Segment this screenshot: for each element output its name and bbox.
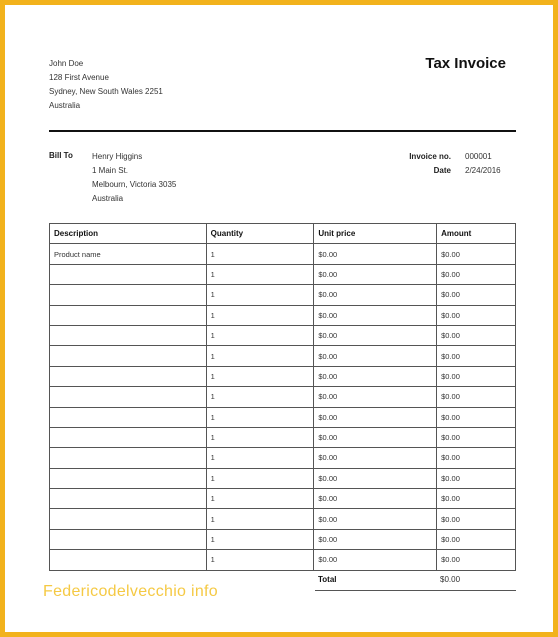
line-items-table — [49, 223, 516, 571]
cell-unit-price: $0.00 — [314, 346, 437, 366]
cell-unit-price: $0.00 — [314, 325, 437, 345]
invoice-number-value: 000001 — [465, 152, 492, 161]
sender-country: Australia — [49, 101, 81, 110]
column-header-amount: Amount — [437, 224, 516, 244]
cell-quantity: 1 — [206, 325, 314, 345]
cell-description — [50, 366, 207, 386]
column-header-unit-price: Unit price — [314, 224, 437, 244]
table-row — [50, 489, 516, 509]
sender-name: John Doe — [49, 59, 84, 68]
cell-quantity: 1 — [206, 366, 314, 386]
cell-quantity: 1 — [206, 550, 314, 570]
watermark-text: Federicodelvecchio info — [43, 583, 218, 600]
invoice-date-value: 2/24/2016 — [465, 166, 501, 175]
cell-unit-price: $0.00 — [314, 264, 437, 284]
cell-quantity: 1 — [206, 264, 314, 284]
table-row — [50, 468, 516, 488]
table-row — [50, 509, 516, 529]
bill-to-country: Australia — [92, 194, 124, 203]
cell-unit-price: $0.00 — [314, 550, 437, 570]
cell-amount: $0.00 — [437, 346, 516, 366]
total-label: Total — [318, 575, 337, 584]
cell-amount: $0.00 — [437, 427, 516, 447]
column-header-quantity: Quantity — [206, 224, 314, 244]
cell-quantity: 1 — [206, 489, 314, 509]
cell-amount: $0.00 — [437, 244, 516, 264]
cell-description — [50, 448, 207, 468]
cell-description — [50, 550, 207, 570]
table-row — [50, 244, 516, 264]
table-row — [50, 325, 516, 345]
table-row — [50, 427, 516, 447]
cell-quantity: 1 — [206, 529, 314, 549]
table-row — [50, 529, 516, 549]
cell-description — [50, 427, 207, 447]
cell-unit-price: $0.00 — [314, 427, 437, 447]
cell-unit-price: $0.00 — [314, 366, 437, 386]
table-row — [50, 407, 516, 427]
invoice-date-label: Date — [433, 166, 451, 175]
cell-unit-price: $0.00 — [314, 407, 437, 427]
cell-unit-price: $0.00 — [314, 285, 437, 305]
cell-amount: $0.00 — [437, 325, 516, 345]
cell-description: Product name — [50, 244, 207, 264]
bill-to-name: Henry Higgins — [92, 152, 143, 161]
cell-amount: $0.00 — [437, 509, 516, 529]
sender-city: Sydney, New South Wales 2251 — [49, 87, 163, 96]
invoice-meta — [391, 150, 505, 178]
cell-unit-price: $0.00 — [314, 529, 437, 549]
total-value: $0.00 — [440, 575, 461, 584]
cell-description — [50, 529, 207, 549]
cell-amount: $0.00 — [437, 305, 516, 325]
sender-address — [49, 57, 163, 113]
cell-amount: $0.00 — [437, 489, 516, 509]
cell-unit-price: $0.00 — [314, 305, 437, 325]
total-row — [315, 571, 516, 591]
cell-quantity: 1 — [206, 448, 314, 468]
cell-quantity: 1 — [206, 468, 314, 488]
invoice-number-label: Invoice no. — [409, 152, 451, 161]
cell-unit-price: $0.00 — [314, 387, 437, 407]
cell-description — [50, 509, 207, 529]
cell-unit-price: $0.00 — [314, 244, 437, 264]
table-body — [50, 244, 516, 570]
cell-description — [50, 285, 207, 305]
table-row — [50, 305, 516, 325]
table-row — [50, 264, 516, 284]
table-row — [50, 550, 516, 570]
cell-description — [50, 387, 207, 407]
bill-to-address — [92, 150, 176, 206]
sender-street: 128 First Avenue — [49, 73, 109, 82]
cell-amount: $0.00 — [437, 550, 516, 570]
cell-quantity: 1 — [206, 509, 314, 529]
table-row — [50, 285, 516, 305]
cell-quantity: 1 — [206, 387, 314, 407]
bill-to-street: 1 Main St. — [92, 166, 129, 175]
cell-unit-price: $0.00 — [314, 468, 437, 488]
cell-quantity: 1 — [206, 407, 314, 427]
cell-quantity: 1 — [206, 305, 314, 325]
cell-description — [50, 407, 207, 427]
cell-amount: $0.00 — [437, 529, 516, 549]
header-divider — [49, 130, 516, 132]
table-row — [50, 387, 516, 407]
cell-amount: $0.00 — [437, 468, 516, 488]
cell-description — [50, 489, 207, 509]
cell-amount: $0.00 — [437, 407, 516, 427]
cell-description — [50, 346, 207, 366]
cell-quantity: 1 — [206, 427, 314, 447]
cell-quantity: 1 — [206, 285, 314, 305]
table-header-row — [50, 224, 516, 244]
cell-description — [50, 305, 207, 325]
cell-amount: $0.00 — [437, 285, 516, 305]
document-title: Tax Invoice — [425, 55, 506, 72]
cell-quantity: 1 — [206, 346, 314, 366]
cell-amount: $0.00 — [437, 366, 516, 386]
table-row — [50, 346, 516, 366]
cell-description — [50, 264, 207, 284]
cell-unit-price: $0.00 — [314, 489, 437, 509]
cell-amount: $0.00 — [437, 264, 516, 284]
table-row — [50, 366, 516, 386]
cell-unit-price: $0.00 — [314, 448, 437, 468]
cell-amount: $0.00 — [437, 387, 516, 407]
cell-description — [50, 325, 207, 345]
column-header-description: Description — [50, 224, 207, 244]
cell-description — [50, 468, 207, 488]
cell-unit-price: $0.00 — [314, 509, 437, 529]
cell-quantity: 1 — [206, 244, 314, 264]
invoice-date-row — [391, 164, 505, 178]
invoice-number-row — [391, 150, 505, 164]
table-row — [50, 448, 516, 468]
bill-to-city: Melbourn, Victoria 3035 — [92, 180, 177, 189]
cell-amount: $0.00 — [437, 448, 516, 468]
bill-to-label: Bill To — [49, 151, 73, 160]
